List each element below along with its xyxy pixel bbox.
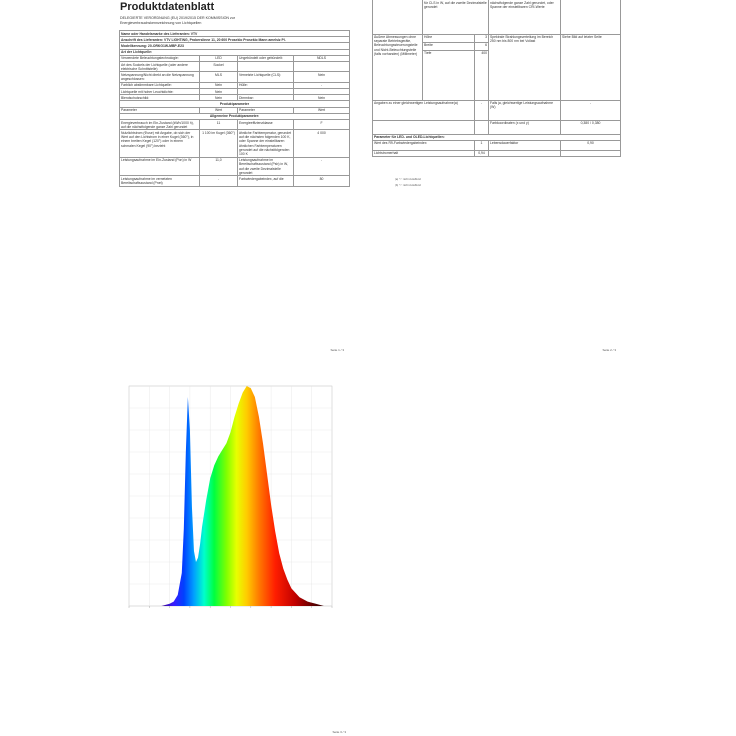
product-parameter-table-continued — [372, 0, 621, 157]
datasheet-page-1 — [112, 0, 348, 358]
table-cell: Lichtquelle mit hoher Leuchtdichte: — [120, 89, 200, 95]
table-row — [373, 140, 621, 150]
table-cell: Wert — [294, 107, 350, 113]
table-cell: Lichtstromerhalt — [373, 150, 475, 156]
table-cell — [238, 62, 294, 72]
table-cell — [561, 150, 621, 156]
page-number: Seite 3 / 3 — [332, 730, 346, 734]
footnote: (b) "-": nicht zutreffend — [395, 184, 421, 187]
table-cell: für CLS in W, auf die zweite Dezimalstelle gerundet — [423, 0, 489, 34]
subtitle-line: DELEGIERTE VERORDNUNG (EU) 2019/2015 DER KOMMISSION zur — [120, 16, 235, 20]
table-cell: Name oder Handelsmarke des Lieferanten: VTV — [120, 31, 350, 37]
table-row — [120, 157, 350, 176]
table-cell: Farblich abstimmbare Lichtquelle: — [120, 82, 200, 88]
table-cell — [294, 62, 350, 72]
table-cell — [561, 0, 621, 34]
table-cell: Leistungsaufnahme im Ein-Zustand (Pon) in W — [120, 157, 200, 176]
table-cell: 1 — [475, 140, 489, 150]
table-row — [120, 62, 350, 72]
table-cell: 6 — [475, 42, 489, 50]
table-section-heading: Allgemeine Produktparameter: — [120, 113, 350, 119]
table-cell: Wert des R9-Farbwiedergabeindex — [373, 140, 475, 150]
table-cell: Nein — [200, 95, 238, 101]
table-cell: Parameter — [120, 107, 200, 113]
table-cell: Tiefe — [423, 50, 475, 100]
table-cell: Nutzlichtstrom (Φuse) mit Angabe, ob sich der Wert auf den Lichtstrom in einer Kugel (360°), in einem breiten Kegel (120°) oder in einem schmalen Kegel (90°) bezieht — [120, 130, 200, 157]
table-cell: Wert — [200, 107, 238, 113]
table-cell: Leistungsaufnahme im vernetzten Bereitschaftszustand (Pnet) — [120, 176, 200, 186]
table-cell: - — [475, 100, 489, 120]
table-cell: 80 — [294, 176, 350, 186]
table-cell: ähnliche Farbtemperatur, gerundet auf die nächsten folgenden 100 K, oder Spanne der einstellbaren ähnlichen Farbtemperaturen gerundet auf die nächstfolgenden 100 K — [238, 130, 294, 157]
table-row — [373, 150, 621, 156]
table-cell: Breite — [423, 42, 475, 50]
table-cell: Nein — [200, 82, 238, 88]
table-cell: Farbkoordinaten (x und y) — [489, 120, 561, 134]
table-cell: Blendschutzschild: — [120, 95, 200, 101]
table-cell: Siehe Bild auf letzter Seite — [561, 34, 621, 100]
table-cell: 0,380 / 0,380 — [561, 120, 621, 134]
table-cell: Dimmbar: — [238, 95, 294, 101]
table-cell: Äußere Abmessungen ohne separate Betriebsgeräte, Beleuchtungssteuerungsteile und Nicht-Beleuchtungsteile (falls vorhanden) (Millimeter) — [373, 34, 423, 100]
table-cell: Angaben zu einer gleichwertigen Leistungsaufnahme(a) — [373, 100, 475, 120]
datasheet-page-3 — [112, 380, 348, 736]
regulation-subtitle — [120, 16, 320, 25]
table-cell: Spektrale Strahlungsverteilung im Bereich 250 nm bis 800 nm bei Vollast — [489, 34, 561, 100]
table-cell: Nein — [200, 89, 238, 95]
table-cell: 0,90 — [561, 140, 621, 150]
table-cell: 11,0 — [200, 157, 238, 176]
table-cell: - — [561, 100, 621, 120]
table-cell: - — [294, 82, 350, 88]
table-cell: - — [200, 176, 238, 186]
table-cell — [475, 120, 489, 134]
table-cell: Modellkennung: 20-ORKG1W-MBP-E23 — [120, 43, 350, 49]
table-row — [373, 34, 621, 42]
table-cell: Anschrift des Lieferanten: VTV LIGHTING, Proberslinne 11, 20 600 Proseklo Proseklo Mann amelsiz Pl. — [120, 37, 350, 43]
table-cell: 3 — [475, 34, 489, 42]
table-cell: 400 — [475, 50, 489, 100]
table-row — [120, 176, 350, 186]
table-cell: Parameter — [238, 107, 294, 113]
table-cell — [373, 0, 423, 34]
table-cell — [373, 120, 475, 134]
table-cell: Lebensdauerfaktor — [489, 140, 561, 150]
table-section-heading: Parameter für LED- und OLED-Lichtquellen: — [373, 134, 621, 140]
table-cell: Höhe — [423, 34, 475, 42]
table-cell: F — [294, 120, 350, 130]
table-row — [373, 0, 621, 34]
table-cell: 4 000 — [294, 130, 350, 157]
product-parameter-table — [119, 30, 350, 187]
spectral-distribution-chart — [112, 380, 348, 630]
table-cell: 1 100 im Kugel (360°) — [200, 130, 238, 157]
datasheet-page-2 — [370, 0, 620, 358]
table-row — [120, 130, 350, 157]
table-cell: Farbwiedergabeindex, auf die — [238, 176, 294, 186]
page-number: Seite 1 / 3 — [330, 348, 344, 352]
footnote: (a) "-": nicht zutreffend — [395, 178, 421, 181]
table-cell — [489, 150, 561, 156]
table-cell: Sockel — [200, 62, 238, 72]
table-cell: Art der Lichtquelle: — [120, 49, 350, 55]
table-cell: nächstfolgende ganze Zahl gerundet, oder Spanne der einstellbaren CRI-Werte — [489, 0, 561, 34]
table-cell: Vernetzte Lichtquelle (CLS): — [238, 72, 294, 82]
table-cell: Nein — [294, 95, 350, 101]
table-row — [120, 120, 350, 130]
page-title: Produktdatenblatt — [120, 1, 215, 13]
table-cell: 11 — [200, 120, 238, 130]
table-row — [120, 72, 350, 82]
table-cell: Nein — [294, 72, 350, 82]
table-cell: Energieeffizienzklasse — [238, 120, 294, 130]
table-cell: Hülle: — [238, 82, 294, 88]
subtitle-line: Energieverbrauchskennzeichnung von Lichtquellen — [120, 20, 202, 25]
table-cell: Leistungsaufnahme im Bereitschaftszustand (Psb) in W, auf die zweite Dezimalstelle gerundet — [238, 157, 294, 176]
table-cell: NDLS — [294, 55, 350, 61]
table-cell: Verwendete Beleuchtungstechnologie: — [120, 55, 200, 61]
page-number: Seite 2 / 3 — [602, 348, 616, 352]
table-cell: Netzspannung/Nicht direkt an die Netzspannung angeschlossen: — [120, 72, 200, 82]
table-row — [373, 100, 621, 120]
table-cell: 0,94 — [475, 150, 489, 156]
table-cell: LED — [200, 55, 238, 61]
table-section-heading: Produktparameter — [120, 101, 350, 107]
table-row — [373, 120, 621, 134]
table-cell: - — [294, 157, 350, 176]
table-cell: Energieverbrauch im Ein-Zustand (kWh/1000 h), auf die nächstfolgende ganze Zahl gerundet — [120, 120, 200, 130]
table-cell: Ungebündelt oder gebündelt: — [238, 55, 294, 61]
table-cell: Art des Sockels der Lichtquelle (oder andere elektrische Schnittstelle) — [120, 62, 200, 72]
table-cell: MLS — [200, 72, 238, 82]
table-cell: Falls ja, gleichwertige Leistungsaufnahme (W) — [489, 100, 561, 120]
